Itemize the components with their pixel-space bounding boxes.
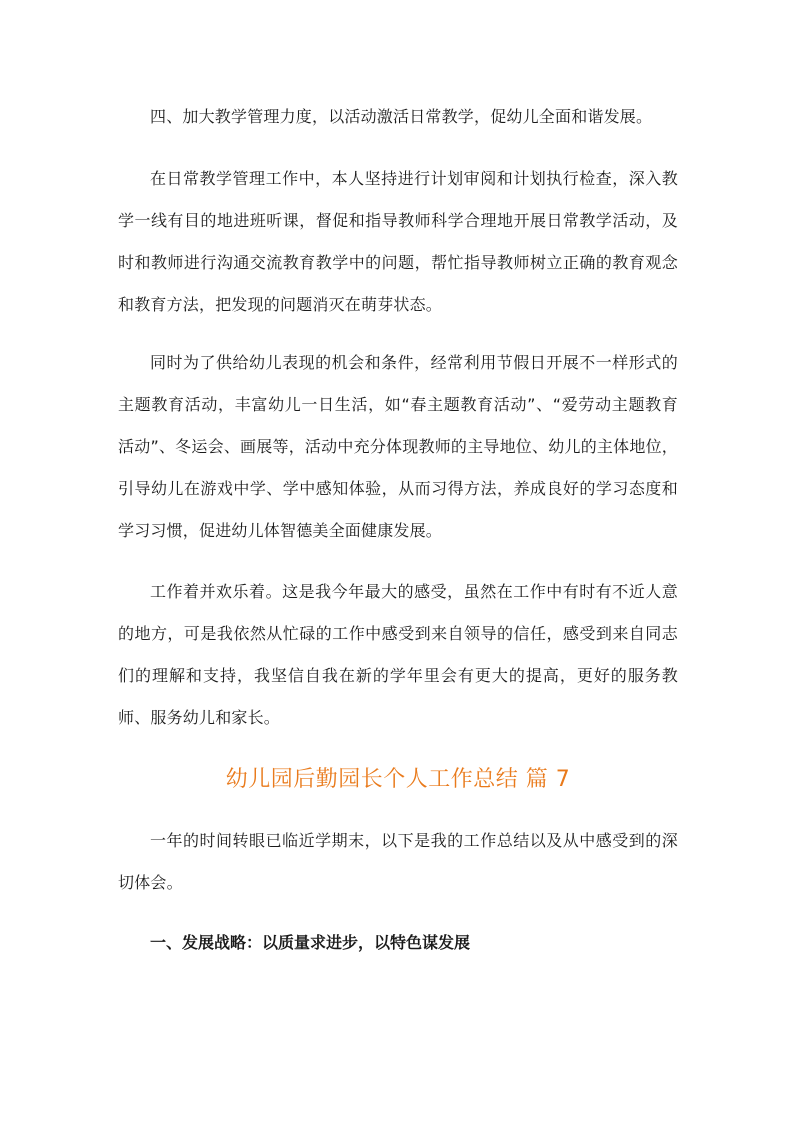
section-title: 幼儿园后勤园长个人工作总结 篇 7 (225, 767, 571, 792)
paragraph-intro: 一年的时间转眼已临近学期末，以下是我的工作总结以及从中感受到的深切体会。 (118, 831, 678, 892)
subheading-development-strategy: 一、发展战略：以质量求进步，以特色谋发展 (150, 933, 471, 952)
paragraph-work-feelings: 工作着并欢乐着。这是我今年最大的感受，虽然在工作中有时有不近人意的地方，可是我依然从忙碌的工作中感受到来自领导的信任，感受到来自同志们的理解和支持，我坚信自我在新的学年里会有更大的提高，更好的服务教师、服务幼儿和家长。 (118, 582, 678, 727)
paragraph-theme-activities: 同时为了供给幼儿表现的机会和条件，经常利用节假日开展不一样形式的主题教育活动，丰富幼儿一日生活，如“春主题教育活动”、“爱劳动主题教育活动”、冬运会、画展等，活动中充分体现教师的主导地位、幼儿的主体地位，引导幼儿在游戏中学、学中感知体验，从而习得方法，养成良好的学习态度和学习习惯，促进幼儿体智德美全面健康发展。 (118, 353, 678, 540)
paragraph-teaching-management: 在日常教学管理工作中，本人坚持进行计划审阅和计划执行检查，深入教学一线有目的地进班听课，督促和指导教师科学合理地开展日常教学活动，及时和教师进行沟通交流教育教学中的问题，帮忙指导教师树立正确的教育观念和教育方法，把发现的问题消灭在萌芽状态。 (118, 169, 678, 314)
paragraph-section-four-heading: 四、加大教学管理力度，以活动激活日常教学，促幼儿全面和谐发展。 (150, 107, 653, 126)
